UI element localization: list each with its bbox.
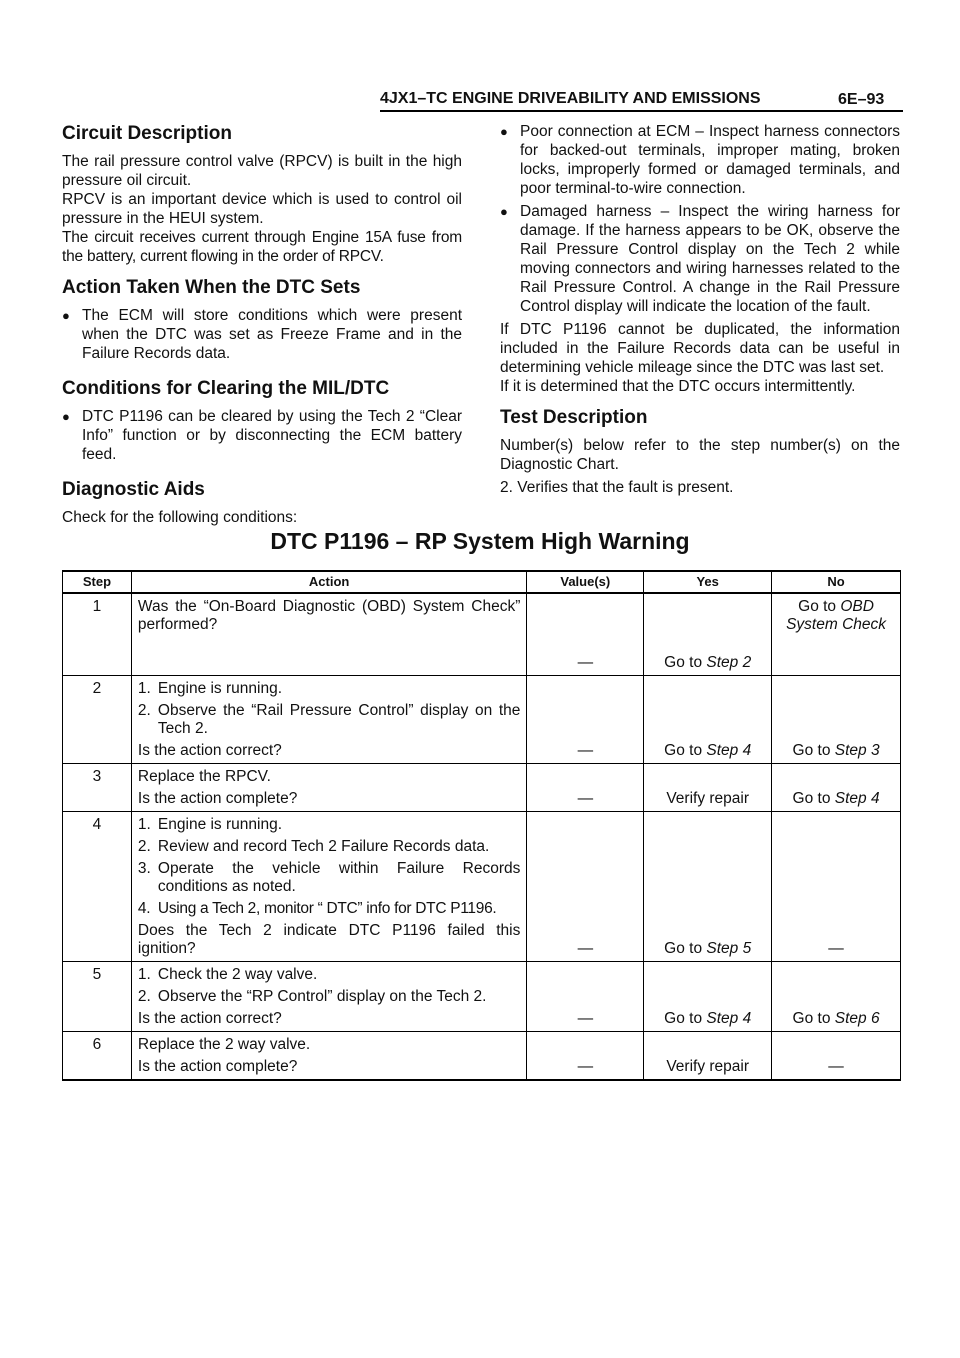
no-step-link[interactable]: OBD System Check bbox=[786, 598, 887, 633]
yes-step-link[interactable]: Step 4 bbox=[706, 741, 752, 759]
no-cell: — bbox=[772, 811, 901, 961]
action-line: 2. Review and record Tech 2 Failure Records data. bbox=[137, 837, 490, 855]
header-action: Action bbox=[131, 571, 526, 593]
action-line: 4. Using a Tech 2, monitor “ DTC” info for DTC P1196. bbox=[137, 899, 497, 917]
table-row bbox=[63, 961, 901, 1031]
header-yes: Yes bbox=[644, 571, 772, 593]
action-taken-heading: Action Taken When the DTC Sets bbox=[62, 277, 361, 298]
intermittent-paragraph-1: If DTC P1196 cannot be duplicated, the information included in the Failure Records data can be useful in determining vehicle mileage since the DTC was last set. bbox=[500, 321, 900, 376]
yes-step-link[interactable]: Step 4 bbox=[706, 1009, 752, 1027]
list-item bbox=[500, 202, 900, 316]
clearing-bullet-text: DTC P1196 can be cleared by using the Tech 2 “Clear Info” function or by disconnecting the ECM battery feed. bbox=[82, 408, 462, 463]
action-cell bbox=[131, 1031, 526, 1080]
table-row bbox=[63, 811, 901, 961]
no-cell: — bbox=[772, 1031, 901, 1080]
step-number: 4 bbox=[63, 811, 132, 961]
value-cell: — bbox=[527, 675, 644, 763]
left-column bbox=[62, 122, 462, 527]
action-question: Is the action complete? bbox=[137, 789, 298, 807]
action-bullet-text: The ECM will store conditions which were present when the DTC was set as Freeze Frame and in the Failure Records data. bbox=[82, 307, 462, 362]
action-line: Replace the 2 way valve. bbox=[137, 1035, 311, 1053]
table-row bbox=[63, 763, 901, 811]
step-number: 2 bbox=[63, 675, 132, 763]
action-question: Does the Tech 2 indicate DTC P1196 failed this ignition? bbox=[137, 921, 521, 957]
no-step-link[interactable]: Step 4 bbox=[834, 789, 880, 807]
header-title: 4JX1–TC ENGINE DRIVEABILITY AND EMISSIONS bbox=[380, 90, 761, 107]
test-description-heading: Test Description bbox=[500, 407, 648, 428]
no-cell: Go to Step 6 bbox=[772, 961, 901, 1031]
bullet-icon: ● bbox=[500, 124, 508, 139]
action-cell bbox=[131, 961, 526, 1031]
header-no: No bbox=[772, 571, 901, 593]
test-paragraph-2: 2. Verifies that the fault is present. bbox=[500, 479, 734, 496]
circuit-description-heading: Circuit Description bbox=[62, 123, 232, 144]
poor-connection-text: Poor connection at ECM – Inspect harness connectors for backed-out terminals, improper mating, broken locks, improperly formed or damaged terminals, and poor terminal-to-wire connection. bbox=[520, 123, 900, 197]
intermittent-paragraph-2: If it is determined that the DTC occurs intermittently. bbox=[500, 378, 856, 395]
page-number: 6E–93 bbox=[838, 91, 885, 108]
no-step-link[interactable]: Step 6 bbox=[834, 1009, 880, 1027]
header-values: Value(s) bbox=[527, 571, 644, 593]
no-cell bbox=[772, 593, 901, 675]
diagnostic-aids-heading: Diagnostic Aids bbox=[62, 479, 205, 500]
yes-cell: Go to Step 5 bbox=[644, 811, 772, 961]
no-step-link[interactable]: Step 3 bbox=[834, 741, 880, 759]
action-question: Is the action correct? bbox=[137, 741, 282, 759]
go-to-text: Go to bbox=[798, 598, 837, 615]
action-line: 2. Observe the “Rail Pressure Control” display on the Tech 2. bbox=[137, 701, 521, 737]
step-number: 6 bbox=[63, 1031, 132, 1080]
yes-step-link[interactable]: Step 5 bbox=[706, 939, 752, 957]
step-number: 3 bbox=[63, 763, 132, 811]
action-line: Replace the RPCV. bbox=[137, 767, 271, 785]
yes-step-link[interactable]: Step 2 bbox=[706, 653, 752, 671]
action-line: 3. Operate the vehicle within Failure Records conditions as noted. bbox=[137, 859, 521, 895]
bullet-icon: ● bbox=[62, 409, 70, 424]
right-column bbox=[500, 122, 900, 497]
yes-cell: Verify repair bbox=[644, 1031, 772, 1080]
table-title: DTC P1196 – RP System High Warning bbox=[270, 528, 690, 554]
value-cell: — bbox=[527, 593, 644, 675]
action-question: Was the “On-Board Diagnostic (OBD) System Check” performed? bbox=[137, 598, 521, 633]
yes-cell: Go to Step 4 bbox=[644, 961, 772, 1031]
table-row bbox=[63, 593, 901, 675]
action-question: Is the action correct? bbox=[137, 1009, 282, 1027]
no-cell: Go to Step 3 bbox=[772, 675, 901, 763]
action-cell bbox=[131, 593, 526, 675]
list-item bbox=[62, 407, 462, 464]
step-number: 1 bbox=[63, 593, 132, 675]
action-line: 1. Engine is running. bbox=[137, 679, 283, 697]
no-cell: Go to Step 4 bbox=[772, 763, 901, 811]
action-line: 2. Observe the “RP Control” display on the Tech 2. bbox=[137, 987, 487, 1005]
test-paragraph-1: Number(s) below refer to the step number(s) on the Diagnostic Chart. bbox=[500, 437, 900, 473]
step-number: 5 bbox=[63, 961, 132, 1031]
yes-cell: Verify repair bbox=[644, 763, 772, 811]
value-cell: — bbox=[527, 763, 644, 811]
action-line: 1. Engine is running. bbox=[137, 815, 283, 833]
table-header-row bbox=[63, 571, 901, 593]
action-question: Is the action complete? bbox=[137, 1057, 298, 1075]
damaged-harness-text: Damaged harness – Inspect the wiring harness for damage. If the harness appears to be OK, observe the Rail Pressure Control display on the Tech 2 while moving connectors and wiring harnesses related to the Rail Pressure Control. A change in the Rail Pressure Control display will indicate the location of the fault. bbox=[520, 203, 900, 315]
table-row bbox=[63, 1031, 901, 1080]
circuit-paragraph-2: RPCV is an important device which is used to control oil pressure in the HEUI system. bbox=[62, 191, 462, 227]
go-to-text: Go to bbox=[664, 653, 703, 671]
action-cell bbox=[131, 811, 526, 961]
aids-paragraph: Check for the following conditions: bbox=[62, 509, 298, 526]
yes-cell: Go to Step 4 bbox=[644, 675, 772, 763]
action-cell bbox=[131, 763, 526, 811]
bullet-icon: ● bbox=[62, 308, 70, 323]
table-row bbox=[63, 675, 901, 763]
list-item bbox=[500, 122, 900, 198]
circuit-paragraph-3: The circuit receives current through Engine 15A fuse from the battery, current flowing in the order of RPCV. bbox=[62, 229, 462, 265]
value-cell: — bbox=[527, 961, 644, 1031]
header-step: Step bbox=[63, 571, 132, 593]
value-cell: — bbox=[527, 1031, 644, 1080]
bullet-icon: ● bbox=[500, 204, 508, 219]
action-line: 1. Check the 2 way valve. bbox=[137, 965, 318, 983]
yes-cell bbox=[644, 593, 772, 675]
list-item bbox=[62, 306, 462, 363]
clearing-heading: Conditions for Clearing the MIL/DTC bbox=[62, 378, 390, 399]
action-cell bbox=[131, 675, 526, 763]
diagnostic-table bbox=[62, 570, 901, 1081]
header-rule bbox=[380, 110, 903, 112]
circuit-paragraph-1: The rail pressure control valve (RPCV) is built in the high pressure oil circuit. bbox=[62, 153, 462, 189]
value-cell: — bbox=[527, 811, 644, 961]
